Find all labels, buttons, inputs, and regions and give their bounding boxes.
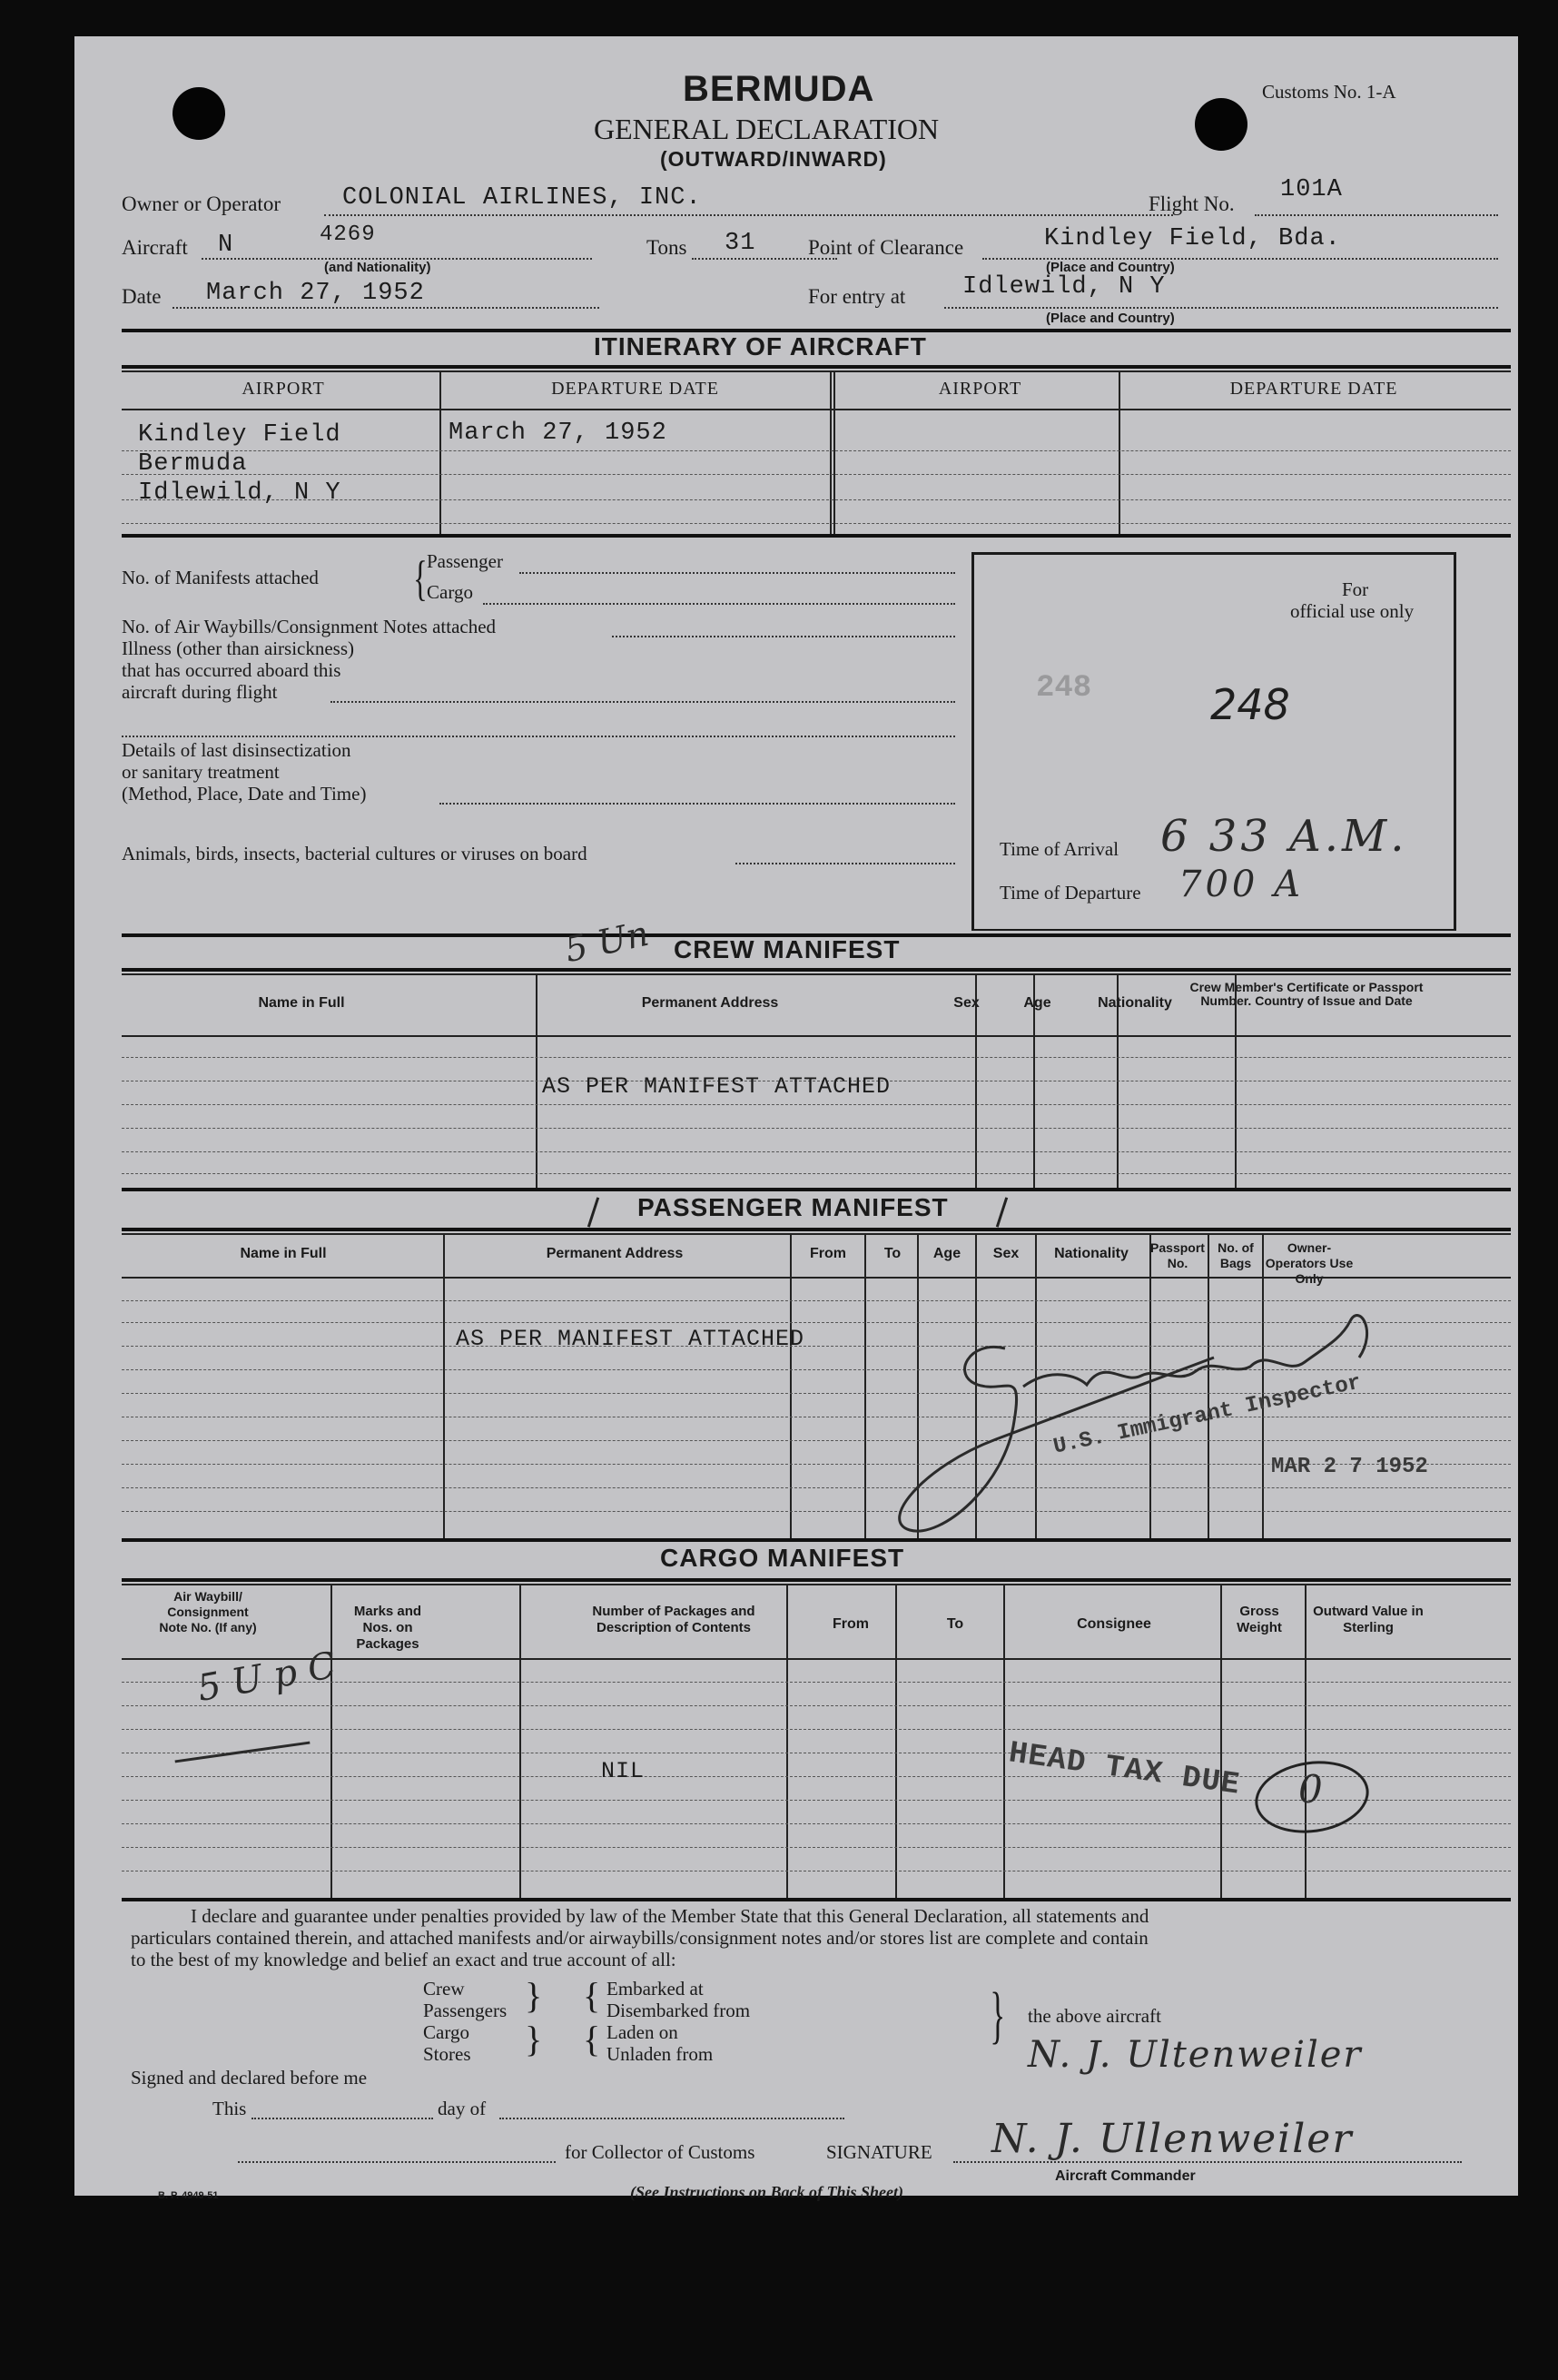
immigration-stamp-date: MAR 2 7 1952 xyxy=(1271,1455,1428,1479)
date-label: Date xyxy=(122,285,162,308)
declaration-sheet xyxy=(74,36,1518,2201)
cargo-col-value: Outward Value in Sterling xyxy=(1313,1604,1424,1635)
disinsect-line-1: Details of last disinsectization xyxy=(122,739,351,761)
brace-manifests: { xyxy=(413,551,428,606)
crew-col-age: Age xyxy=(1023,995,1051,1011)
itinerary-title: ITINERARY OF AIRCRAFT xyxy=(594,332,927,360)
illness-line-1: Illness (other than airsickness) xyxy=(122,637,355,659)
form-direction: (OUTWARD/INWARD) xyxy=(660,147,887,171)
cargo-col-consignee: Consignee xyxy=(1077,1616,1151,1632)
entry-label: For entry at xyxy=(808,285,906,308)
crew-col-nationality: Nationality xyxy=(1098,995,1172,1011)
itinerary-departure: March 27, 1952 xyxy=(449,420,667,447)
handwritten-number: 248 xyxy=(1210,680,1290,729)
date-value: March 27, 1952 xyxy=(206,280,425,307)
cargo-hand-note: 5 U p C xyxy=(194,1644,340,1710)
aircraft-prefix: N xyxy=(218,232,234,259)
itinerary-col-departure-1: DEPARTURE DATE xyxy=(551,379,719,399)
official-stamp-number: 248 xyxy=(1036,671,1092,706)
itinerary-col-departure-2: DEPARTURE DATE xyxy=(1229,379,1398,399)
punch-hole-right xyxy=(1195,98,1247,151)
passenger-col-to: To xyxy=(883,1246,902,1261)
commander-signature-1: N. J. Ultenweiler xyxy=(1028,2034,1363,2076)
left-list-cargo: Cargo xyxy=(423,2021,469,2043)
commander-signature-2: N. J. Ullenweiler xyxy=(991,2116,1354,2162)
cargo-col-marks: Marks and Nos. on Packages xyxy=(353,1604,422,1652)
flight-label: Flight No. xyxy=(1149,193,1235,215)
departure-time-value: 700 A xyxy=(1178,864,1304,905)
clearance-value: Kindley Field, Bda. xyxy=(1044,225,1341,252)
cargo-col-from: From xyxy=(833,1616,869,1632)
brace-1: } xyxy=(525,1975,543,2016)
signed-label: Signed and declared before me xyxy=(131,2067,368,2089)
arrival-value: 6 33 A.M. xyxy=(1160,811,1408,862)
declaration-line-1: I declare and guarantee under penalties provided by law of the Member State that this General Declaration, all statements and xyxy=(191,1905,1149,1927)
crew-col-certificate: Crew Member's Certificate or Passport Number. Country of Issue and Date xyxy=(1189,980,1424,1008)
animals-label: Animals, birds, insects, bacterial cultures or viruses on board xyxy=(122,843,587,864)
official-for: For xyxy=(1342,578,1369,600)
itinerary-airport-3: Idlewild, N Y xyxy=(138,479,341,507)
commander-label: Aircraft Commander xyxy=(1055,2168,1196,2184)
right-list-disembarked: Disembarked from xyxy=(606,2000,751,2021)
brace-2: } xyxy=(525,2019,543,2059)
cargo-title: CARGO MANIFEST xyxy=(660,1544,905,1572)
right-list-laden: Laden on xyxy=(606,2021,678,2043)
brace-3: { xyxy=(583,1975,601,2016)
official-use-label: official use only xyxy=(1290,600,1415,622)
left-list-crew: Crew xyxy=(423,1978,465,2000)
itinerary-col-airport-2: AIRPORT xyxy=(938,379,1022,399)
itinerary-airport-2: Bermuda xyxy=(138,450,248,478)
departure-time-label: Time of Departure xyxy=(1000,882,1141,904)
immigration-stamp: U.S. Immigrant Inspector xyxy=(1050,1370,1364,1460)
tons-label: Tons xyxy=(646,236,687,259)
entry-value: Idlewild, N Y xyxy=(962,273,1166,301)
this-label: This xyxy=(212,2098,247,2119)
owner-value: COLONIAL AIRLINES, INC. xyxy=(342,184,702,212)
form-title: BERMUDA xyxy=(683,69,875,109)
form-code: B. P. 4949-51 xyxy=(158,2190,219,2201)
crew-col-name: Name in Full xyxy=(258,995,345,1011)
illness-line-3: aircraft during flight xyxy=(122,681,278,703)
head-tax-stamp: HEAD TAX DUE xyxy=(1006,1736,1243,1803)
passenger-entry: AS PER MANIFEST ATTACHED xyxy=(456,1326,805,1352)
cargo-entry: NIL xyxy=(601,1758,646,1784)
aircraft-value: 4269 xyxy=(320,222,376,247)
tons-value: 31 xyxy=(725,230,756,257)
passenger-col-address: Permanent Address xyxy=(546,1246,684,1261)
official-use-box xyxy=(971,552,1456,931)
waybills-label: No. of Air Waybills/Consignment Notes attached xyxy=(122,616,497,637)
left-list-passengers: Passengers xyxy=(423,2000,508,2021)
cargo-col-weight: Gross Weight xyxy=(1237,1604,1282,1635)
left-list-stores: Stores xyxy=(423,2043,471,2065)
passenger-col-name: Name in Full xyxy=(240,1246,327,1261)
declaration-line-3: to the best of my knowledge and belief an exact and true account of all: xyxy=(131,1949,676,1970)
cargo-col-waybill: Air Waybill/ Consignment Note No. (If any) xyxy=(159,1589,257,1634)
itinerary-airport-1: Kindley Field xyxy=(138,421,341,449)
signature-label: SIGNATURE xyxy=(826,2141,932,2163)
passenger-col-bags: No. of Bags xyxy=(1218,1240,1254,1270)
above-aircraft: the above aircraft xyxy=(1028,2005,1161,2027)
passenger-col-owner: Owner-Operators Use Only xyxy=(1265,1240,1354,1286)
crew-col-address: Permanent Address xyxy=(641,995,779,1011)
passenger-col-passport: Passport No. xyxy=(1150,1240,1205,1270)
circled-zero: 0 xyxy=(1298,1767,1323,1812)
aircraft-note: (and Nationality) xyxy=(324,260,431,275)
itinerary-col-airport-1: AIRPORT xyxy=(242,379,325,399)
cargo-count-label: Cargo xyxy=(427,581,473,603)
crew-entry: AS PER MANIFEST ATTACHED xyxy=(542,1073,892,1100)
customs-number: Customs No. 1-A xyxy=(1262,81,1396,103)
passenger-col-from: From xyxy=(810,1246,846,1261)
passenger-col-sex: Sex xyxy=(992,1246,1020,1261)
owner-label: Owner or Operator xyxy=(122,193,281,215)
punch-hole-left xyxy=(173,87,225,140)
cargo-col-to: To xyxy=(946,1616,964,1632)
place-note-2: (Place and Country) xyxy=(1046,311,1175,326)
crew-col-sex: Sex xyxy=(953,995,980,1011)
passenger-col-nationality: Nationality xyxy=(1054,1246,1129,1261)
brace-big: } xyxy=(990,1980,1006,2050)
crew-hand-note: 5 Un xyxy=(561,913,653,971)
manifests-label: No. of Manifests attached xyxy=(122,567,319,588)
day-of-label: day of xyxy=(438,2098,487,2119)
right-list-unladen: Unladen from xyxy=(606,2043,714,2065)
right-list-embarked: Embarked at xyxy=(606,1978,704,2000)
clearance-label: Point of Clearance xyxy=(808,236,964,259)
disinsect-line-2: or sanitary treatment xyxy=(122,761,280,783)
aircraft-label: Aircraft xyxy=(122,236,188,259)
disinsect-line-3: (Method, Place, Date and Time) xyxy=(122,783,367,805)
flight-value: 101A xyxy=(1280,176,1343,203)
cargo-col-packages: Number of Packages and Description of Contents xyxy=(592,1604,755,1635)
crew-title: CREW MANIFEST xyxy=(674,935,901,963)
arrival-label: Time of Arrival xyxy=(1000,838,1119,860)
passenger-count-label: Passenger xyxy=(427,550,503,572)
passenger-col-age: Age xyxy=(932,1246,961,1261)
instructions-note: (See Instructions on Back of This Sheet) xyxy=(630,2183,904,2201)
passenger-title: PASSENGER MANIFEST xyxy=(637,1193,949,1221)
form-subtitle: GENERAL DECLARATION xyxy=(594,113,940,145)
brace-4: { xyxy=(583,2019,601,2059)
place-note-1: (Place and Country) xyxy=(1046,260,1175,275)
declaration-line-2: particulars contained therein, and attached manifests and/or airwaybills/consignment notes and/or stores list are complete and contain xyxy=(131,1927,1149,1949)
collector-label: for Collector of Customs xyxy=(565,2141,755,2163)
illness-line-2: that has occurred aboard this xyxy=(122,659,341,681)
